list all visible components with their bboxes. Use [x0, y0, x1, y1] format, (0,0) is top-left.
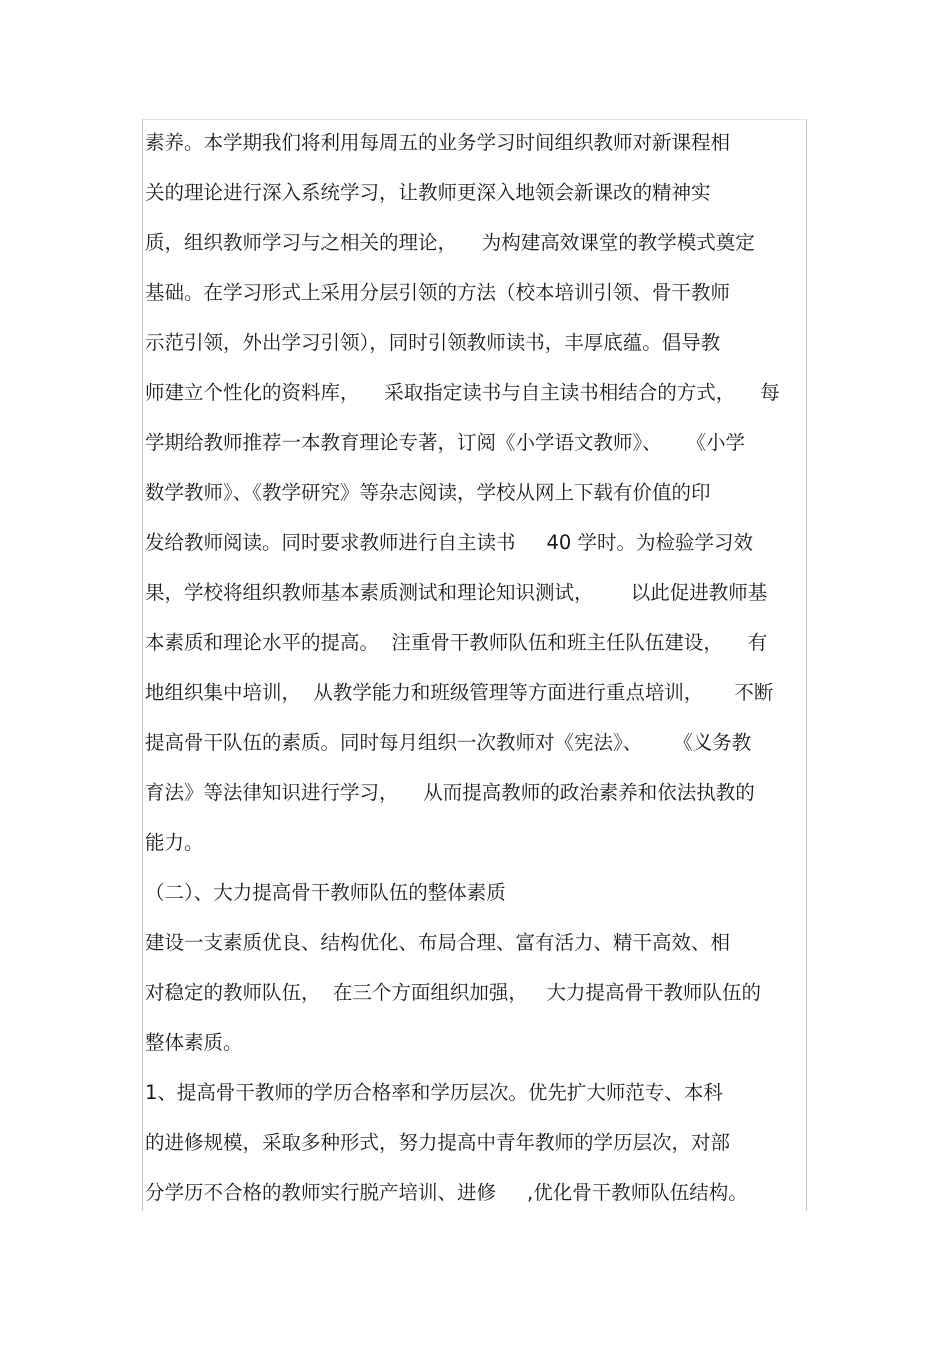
text-line: 示范引领，外出学习引领），同时引领教师读书，丰厚底蕴。倡导教	[145, 331, 721, 354]
text-line: 本素质和理论水平的提高。 注重骨干教师队伍和班主任队伍建设， 有	[145, 631, 768, 654]
document-body	[145, 118, 810, 1218]
text-line: 对稳定的教师队伍， 在三个方面组织加强， 大力提高骨干教师队伍的	[145, 981, 761, 1004]
text-line: 发给教师阅读。同时要求教师进行自主读书 40 学时。为检验学习效	[145, 531, 754, 554]
text-line: 素养。本学期我们将利用每周五的业务学习时间组织教师对新课程相	[145, 131, 731, 154]
section-heading: （二）、大力提高骨干教师队伍的整体素质	[145, 881, 506, 904]
list-item: 1、提高骨干教师的学历合格率和学历层次。优先扩大师范专、本科	[145, 1081, 723, 1104]
text-line: 关的理论进行深入系统学习，让教师更深入地领会新课改的精神实	[145, 181, 711, 204]
text-line: 数学教师》、《教学研究》等杂志阅读，学校从网上下载有价值的印	[145, 481, 711, 504]
text-line: 提高骨干队伍的素质。同时每月组织一次教师对《宪法》、 《义务教	[145, 731, 752, 754]
text-line: 建设一支素质优良、结构优化、布局合理、富有活力、精干高效、相	[145, 931, 731, 954]
text-line: 的进修规模，采取多种形式，努力提高中青年教师的学历层次，对部	[145, 1131, 731, 1154]
text-line: 育法》等法律知识进行学习， 从而提高教师的政治素养和依法执教的	[145, 781, 755, 804]
text-line: 果，学校将组织教师基本素质测试和理论知识测试， 以此促进教师基	[145, 581, 768, 604]
text-line: 地组织集中培训， 从教学能力和班级管理等方面进行重点培训， 不断	[145, 681, 774, 704]
text-line: 师建立个性化的资料库， 采取指定读书与自主读书相结合的方式， 每	[145, 381, 780, 404]
text-line: 学期给教师推荐一本教育理论专著，订阅《小学语文教师》、 《小学	[145, 431, 746, 454]
text-line: 能力。	[145, 831, 204, 854]
text-line: 整体素质。	[145, 1031, 243, 1054]
text-line: 分学历不合格的教师实行脱产培训、进修 ,优化骨干教师队伍结构。	[145, 1181, 748, 1204]
text-line: 质，组织教师学习与之相关的理论， 为构建高效课堂的教学模式奠定	[145, 231, 755, 254]
text-line: 基础。在学习形式上采用分层引领的方法（校本培训引领、骨干教师	[145, 281, 731, 304]
